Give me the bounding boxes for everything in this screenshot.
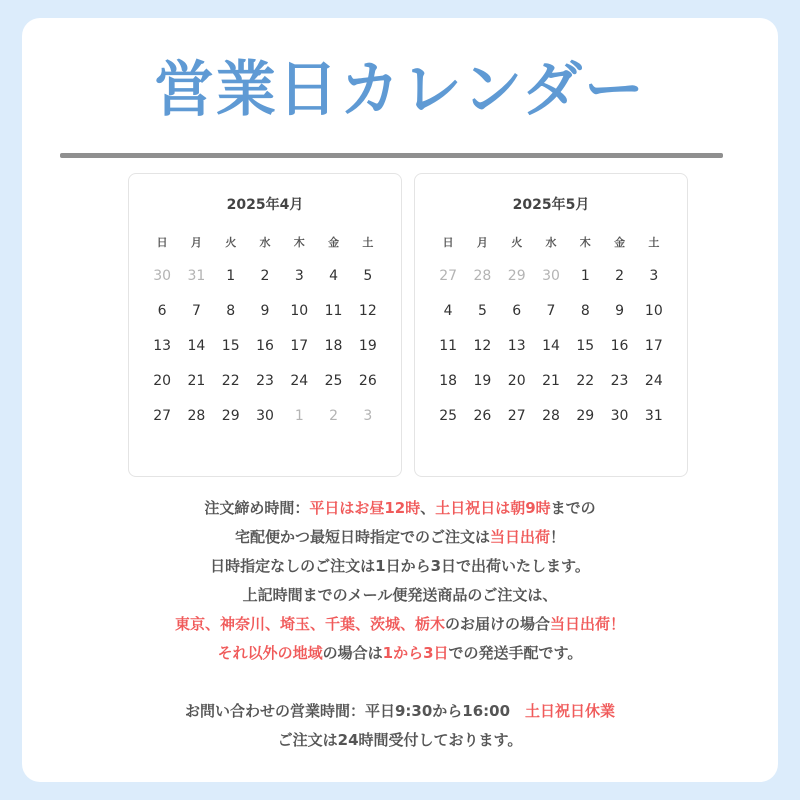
day-cell: 19 — [473, 373, 492, 389]
info-line — [0, 523, 800, 552]
calendar-month-title: 2025年4月 — [226, 197, 304, 213]
day-cell-outside-month: 1 — [294, 408, 304, 424]
day-cell: 11 — [324, 303, 343, 319]
info-line — [0, 494, 800, 523]
weekday-label: 日 — [156, 236, 168, 249]
day-cell: 26 — [358, 373, 377, 389]
info-spacer — [0, 668, 800, 697]
calendar-april — [128, 173, 402, 477]
day-cell-outside-month: 2 — [329, 408, 339, 424]
day-cell-outside-month: 30 — [542, 268, 560, 284]
day-cell-outside-month: 3 — [363, 408, 373, 424]
day-cell: 15 — [576, 338, 595, 354]
weekday-label: 月 — [190, 236, 202, 249]
info-text: での発送手配です。 — [448, 644, 583, 662]
day-cell: 25 — [439, 408, 458, 424]
day-cell: 29 — [221, 408, 240, 424]
day-cell: 27 — [153, 408, 172, 424]
day-cell: 19 — [358, 338, 377, 354]
info-text: ご注文は24時間受付しております。 — [277, 731, 523, 749]
weekday-header — [431, 234, 671, 250]
day-cell-outside-month: 27 — [439, 268, 458, 284]
day-cell: 1 — [226, 268, 236, 284]
day-cell: 1 — [580, 268, 590, 284]
day-cell: 16 — [256, 338, 274, 354]
day-cell: 4 — [329, 268, 339, 284]
weekday-label: 水 — [259, 236, 271, 249]
highlight-text: 当日出荷！ — [550, 615, 626, 633]
weekday-label: 水 — [545, 236, 557, 249]
day-cell: 12 — [358, 303, 377, 319]
day-cell: 27 — [507, 408, 526, 424]
info-line — [0, 552, 800, 581]
day-cell-outside-month: 28 — [473, 268, 492, 284]
shipping-info — [0, 494, 800, 755]
day-grid — [145, 266, 385, 441]
weekday-label: 火 — [225, 236, 237, 249]
weekday-label: 木 — [579, 236, 591, 249]
weekday-label: 金 — [614, 236, 626, 249]
weekday-label: 日 — [442, 236, 454, 249]
highlight-text: 土日祝日は朝9時 — [435, 499, 551, 517]
day-cell: 2 — [615, 268, 625, 284]
day-cell: 7 — [191, 303, 201, 319]
day-cell: 18 — [439, 373, 458, 389]
weekday-label: 木 — [293, 236, 305, 249]
info-line — [0, 581, 800, 610]
highlight-text: 土日祝日休業 — [525, 702, 616, 720]
day-cell: 9 — [615, 303, 625, 319]
day-cell: 14 — [542, 338, 560, 354]
info-line — [0, 697, 800, 726]
day-cell: 5 — [477, 303, 487, 319]
weekday-label: 土 — [362, 236, 374, 249]
weekday-label: 火 — [511, 236, 523, 249]
day-cell: 13 — [507, 338, 526, 354]
info-text: までの — [550, 499, 596, 517]
day-cell: 6 — [512, 303, 522, 319]
weekday-header — [145, 234, 385, 250]
day-cell: 28 — [187, 408, 206, 424]
day-cell: 20 — [153, 373, 172, 389]
day-cell-outside-month: 29 — [507, 268, 526, 284]
highlight-text: 当日出荷 — [489, 528, 550, 546]
highlight-text: それ以外の地域 — [217, 644, 323, 662]
day-cell: 24 — [644, 373, 663, 389]
info-line — [0, 639, 800, 668]
day-cell: 23 — [610, 373, 629, 389]
page-title: 営業日カレンダー — [153, 55, 647, 125]
day-cell: 23 — [256, 373, 274, 389]
weekday-label: 金 — [328, 236, 340, 249]
info-text: 宅配便かつ最短日時指定でのご注文は — [234, 528, 490, 546]
info-line — [0, 726, 800, 755]
day-cell: 10 — [290, 303, 309, 319]
day-cell: 21 — [542, 373, 560, 389]
day-cell: 17 — [290, 338, 309, 354]
day-cell: 21 — [187, 373, 206, 389]
day-cell: 14 — [187, 338, 206, 354]
day-cell: 7 — [546, 303, 556, 319]
day-cell: 4 — [443, 303, 453, 319]
day-cell: 30 — [610, 408, 629, 424]
highlight-text: 東京、神奈川、埼玉、千葉、茨城、栃木 — [174, 615, 445, 633]
day-cell: 30 — [256, 408, 274, 424]
day-cell: 3 — [294, 268, 304, 284]
day-cell: 5 — [363, 268, 373, 284]
day-cell: 24 — [290, 373, 309, 389]
day-cell: 28 — [542, 408, 560, 424]
day-cell: 9 — [260, 303, 270, 319]
day-cell-outside-month: 30 — [153, 268, 172, 284]
day-cell: 12 — [473, 338, 492, 354]
calendar-month-title: 2025年5月 — [512, 197, 590, 213]
info-line — [0, 610, 800, 639]
info-text: 注文締め時間： — [204, 499, 310, 517]
info-text: ！ — [550, 528, 566, 546]
day-cell: 10 — [644, 303, 663, 319]
day-cell: 13 — [153, 338, 172, 354]
weekday-label: 月 — [476, 236, 488, 249]
highlight-text: 平日はお昼12時 — [309, 499, 421, 517]
info-text: 上記時間までのメール便発送商品のご注文は、 — [242, 586, 558, 604]
day-cell: 18 — [324, 338, 343, 354]
day-cell-outside-month: 31 — [187, 268, 206, 284]
day-grid — [431, 266, 671, 441]
info-text: 、 — [420, 499, 436, 517]
day-cell: 3 — [649, 268, 659, 284]
weekday-label: 土 — [648, 236, 660, 249]
day-cell: 8 — [226, 303, 236, 319]
day-cell: 15 — [221, 338, 240, 354]
day-cell: 22 — [576, 373, 595, 389]
highlight-text: 1から3日 — [382, 644, 449, 662]
day-cell: 26 — [473, 408, 492, 424]
day-cell: 25 — [324, 373, 343, 389]
day-cell: 20 — [507, 373, 526, 389]
day-cell: 29 — [576, 408, 595, 424]
day-cell: 6 — [157, 303, 167, 319]
day-cell: 17 — [644, 338, 663, 354]
day-cell: 2 — [260, 268, 270, 284]
title-divider — [60, 153, 723, 158]
day-cell: 22 — [221, 373, 240, 389]
day-cell: 8 — [580, 303, 590, 319]
info-text: のお届けの場合 — [444, 615, 550, 633]
calendar-may — [414, 173, 688, 477]
day-cell: 31 — [644, 408, 663, 424]
info-text: の場合は — [322, 644, 383, 662]
info-text: お問い合わせの営業時間：平日9:30から16:00 — [184, 702, 526, 720]
day-cell: 16 — [610, 338, 629, 354]
day-cell: 11 — [439, 338, 458, 354]
info-text: 日時指定なしのご注文は1日から3日で出荷いたします。 — [210, 557, 590, 575]
